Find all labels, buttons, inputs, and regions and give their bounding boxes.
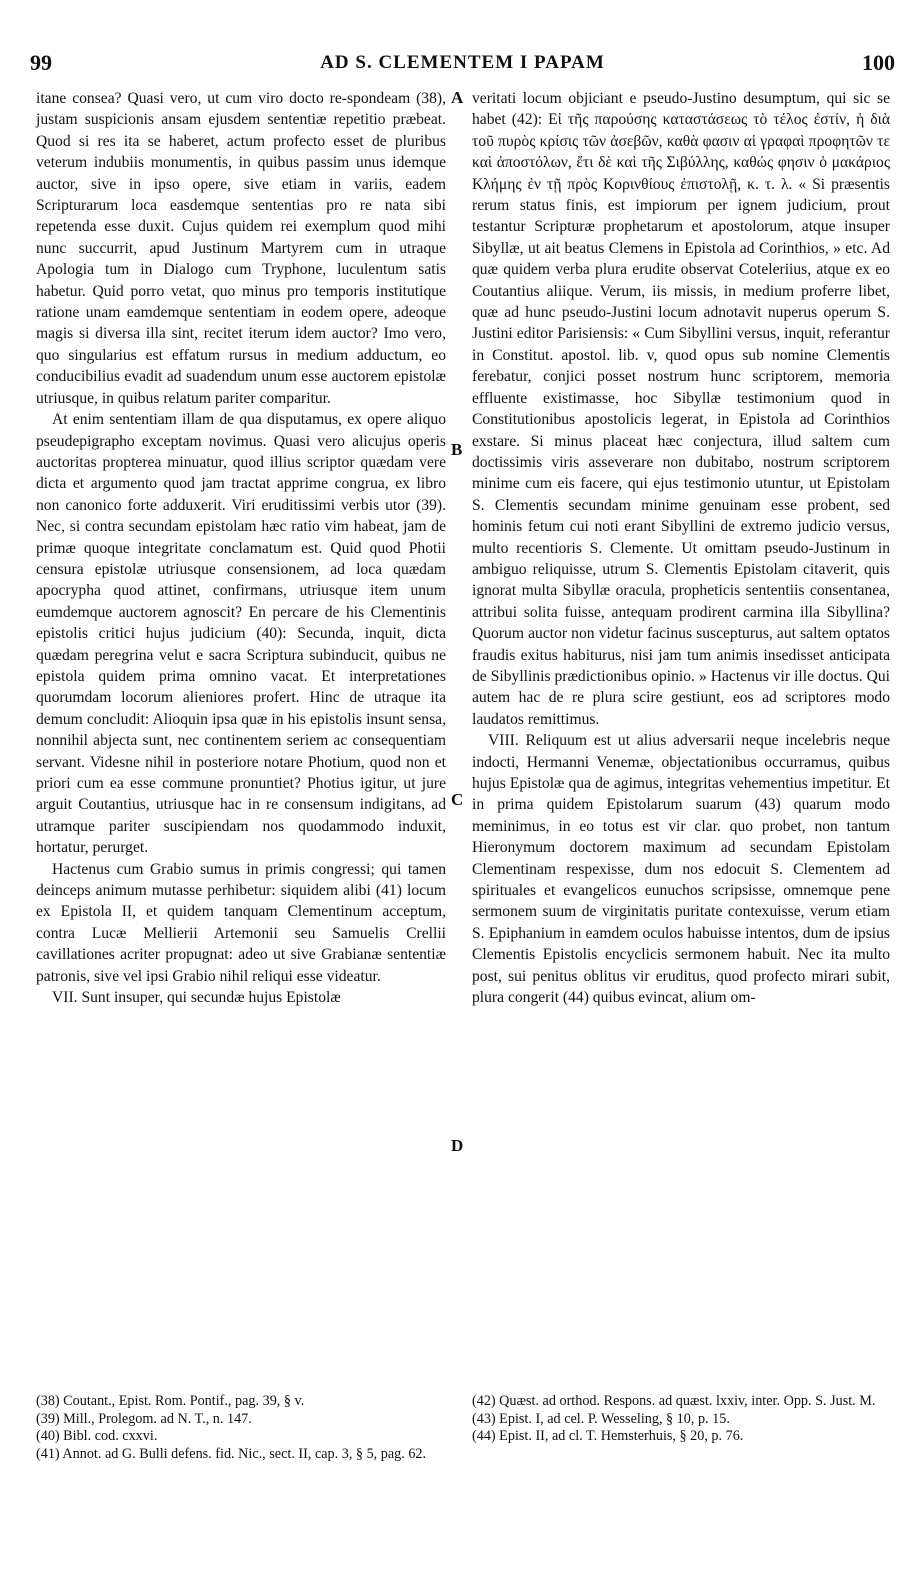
left-paragraph-1: itane consea? Quasi vero, ut cum viro docto re-spondeam (38), justam suspicionis ansam ejusdem sententiæ repetitio præbeat. Quod si res ita se haberet, actum profecto esset de pluribus veterum indubiis monumentis, in quibus passim unus idemque auctor, sive in ipso opere, sive etiam in variis, eadem Scripturarum loca easdemque sententias pro re nata sibi repetenda esse duxit. Cujus quidem rei exemplum quod mihi nunc succurrit, apud Justinum Martyrem cum in utraque Apologia tum in Dialogo cum Tryphone, luculentum satis habetur. Quid porro vetat, quo minus pro temporis institutique ratione unam eamdemque sententiam in eodem opere, adeoque magis si diversa illa sint, recitet iterum idem auctor? Imo vero, quo singularius est effatum rursus in medium adductum, eo conducibilius evadit ad suadendum unum esse auctorem epistolæ utriusque, in quibus relatum pariter comparitur. <box>36 90 446 407</box>
footnote-42: (42) Quæst. ad orthod. Respons. ad quæst. lxxiv, inter. Opp. S. Just. M. <box>472 1393 876 1409</box>
footnote-40: (40) Bibl. cod. cxxvi. <box>36 1428 158 1444</box>
page-header <box>30 50 895 84</box>
left-column <box>36 88 446 1008</box>
right-paragraph-2: VIII. Reliquum est ut alius adversarii neque incelebris neque indocti, Hermanni Venemæ, objectationibus occurramus, quibus hujus Epistolæ qua de agimus, integritas vehementius impetitur. Et in prima quidem Epistolarum suarum (43) quarum modo meminimus, in eo totus est vir clar. quo probet, non tantum Hieronymum doctorem maximum ad secundam Epistolam Clementinam respexisse, dum nos edocuit S. Clementem ad spirituales et evangelicos eunuchos scripsisse, omnemque pene sermonem suum de virginitatis puritate contexuisse, verum etiam S. Epiphanium in eamdem oculos habuisse intentos, dum de ipsius Clementis Epistolis encyclicis sermonem habuit. Nec ita multo post, sui penitus oblitus vir eruditus, quod profecto mirari subit, plura congerit (44) quibus evincat, alium om- <box>472 732 890 1007</box>
margin-marker-b: B <box>451 440 463 459</box>
footnote-39: (39) Mill., Prolegom. ad N. T., n. 147. <box>36 1410 252 1427</box>
running-title: AD S. CLEMENTEM I PAPAM <box>320 52 605 73</box>
page-number-right: 100 <box>862 50 895 75</box>
right-column <box>472 88 890 1008</box>
left-paragraph-2: At enim sententiam illam de qua disputamus, ex opere aliquo pseudepigrapho exceptam novimus. Quasi vero alicujus operis auctoritas propterea minuatur, quod illius scriptor quædam vere dicta et argumento quod jam tractat apprime congrua, ex libro non canonico forte adduxerit. Viri eruditissimi verbis utor (39). Nec, si contra secundam epistolam hæc ratio vim habeat, jam de primæ quoque integritate conclamatum est. Quid quod Photii censura epistolæ utriusque consensionem, ad loca quædam apocrypha quod attinet, confirmans, utriusque item unum eumdemque auctorem agnoscit? En percare de his Clementinis epistolis critici hujus judicium (40): Secunda, inquit, dicta quædam peregrina velut e sacra Scriptura subinducit, quibus ne epistola quidem prima omnino vacat. Et interpretationes quorumdam locorum alieniores profert. Hinc de utraque ita demum concludit: Alioquin ipsa quæ in his epistolis insunt sensa, nonnihil abjecta sunt, nec continentem seriem ac consequentiam servant. Videsne nihil in posteriore notare Photium, quod non et priori cum ea esse commune pronuntiet? Photius igitur, ut jure arguit Coutantius, utriusque hac in re consensum indigitans, ad utramque pariter suscipiendam nos quodammodo induxit, hortatur, perurget. <box>36 411 446 857</box>
margin-marker-d: D <box>451 1136 464 1155</box>
left-paragraph-3: Hactenus cum Grabio sumus in primis congressi; qui tamen deinceps animum mutasse perhibetur: siquidem alibi (41) locum ex Epistola II, et quidem tanquam Clementinum acceptum, contra Lucæ Mellierii Artemonii seu Samuelis Crellii cavillationes acriter propugnat: adeo ut sive Grabianæ sententiæ patronis, sive vel ipsi Grabio nihil reliqui esse videatur. <box>36 860 446 985</box>
footnote-41: (41) Annot. ad G. Bulli defens. fid. Nic., sect. II, cap. 3, § 5, pag. 62. <box>36 1445 427 1462</box>
footnotes-right <box>472 1393 890 1446</box>
footnote-43: (43) Epist. I, ad cel. P. Wesseling, § 10, p. 15. <box>472 1410 730 1427</box>
page-number-left: 99 <box>30 50 52 75</box>
left-paragraph-4: VII. Sunt insuper, qui secundæ hujus Epistolæ <box>52 989 341 1007</box>
footnotes-left <box>36 1393 446 1463</box>
margin-marker-a: A <box>451 88 464 107</box>
margin-marker-c: C <box>451 790 464 809</box>
footnote-38: (38) Coutant., Epist. Rom. Pontif., pag. 39, § v. <box>36 1393 305 1409</box>
right-paragraph-1: veritati locum objiciant e pseudo-Justino desumptum, qui sic se habet (42): Εἰ τῆς παρούσης καταστάσεως τὸ τέλος ἐστίν, ἡ διὰ τοῦ πυρὸς κρίσις τῶν ἀσεβῶν, καθὰ φασιν αἱ γραφαὶ προφητῶν τε καὶ ἀποστόλων, ἔτι δὲ καὶ τῆς Σιβύλλης, καθώς φησιν ὁ μακάριος Κλήμης ἐν τῇ πρὸς Κορινθίους ἐπιστολῇ, κ. τ. λ. « Si præsentis rerum status finis, est impiorum per ignem judicium, prout testantur Scripturæ prophetarum et apostolorum, atque insuper Sibyllæ, ut ait beatus Clemens in Epistola ad Corinthios, » etc. Ad quæ quidem verba plura erudite observat Coteleriius, atque ex eo Coutantius aliique. Verum, iis missis, in medium proferre libet, quæ ad hunc pseudo-Justini locum adnotavit nuperus operum S. Justini editor Parisiensis: « Cum Sibyllini versus, inquit, referantur in Constitut. apostol. lib. v, quod opus sub nomine Clementis ferebatur, conjici posset nostrum hunc scriptorem, memoria effluente existimasse, hoc Sibyllæ testimonium quod in Constitutionibus apostolicis legerat, in Epistola ad Corinthios exstare. Si minus placeat hæc conjectura, illud saltem cum doctissimis viris asseverare non dubitabo, nostrum scriptorem minime cum eis facere, qui ejus testimonio utuntur, ut Epistolam S. Clementis secundam minime genuinam esse probent, sed hominis fetum cui noti erant Sibyllini de extremo judicio versus, multo recentioris S. Clemente. Ut omittam pseudo-Justinum in ambiguo reliquisse, utrum S. Clementis Epistolam citaverit, quis ignorat multa Sibyllæ oracula, propheticis sententiis consentanea, attribui solita fuisse, antequam prodirent carmina illa Sibyllina? Quorum auctor non videtur facinus suscepturus, aut saltem optatos fraudis exitus habiturus, nisi jam tum animis insedisset anticipata de Sibyllinis prædictionibus opinio. » Hactenus vir ille doctus. Qui autem hac de re plura scire gestiunt, eos ad scriptores modo laudatos remittimus. <box>472 90 890 728</box>
footnote-44: (44) Epist. II, ad cl. T. Hemsterhuis, § 20, p. 76. <box>472 1428 744 1444</box>
